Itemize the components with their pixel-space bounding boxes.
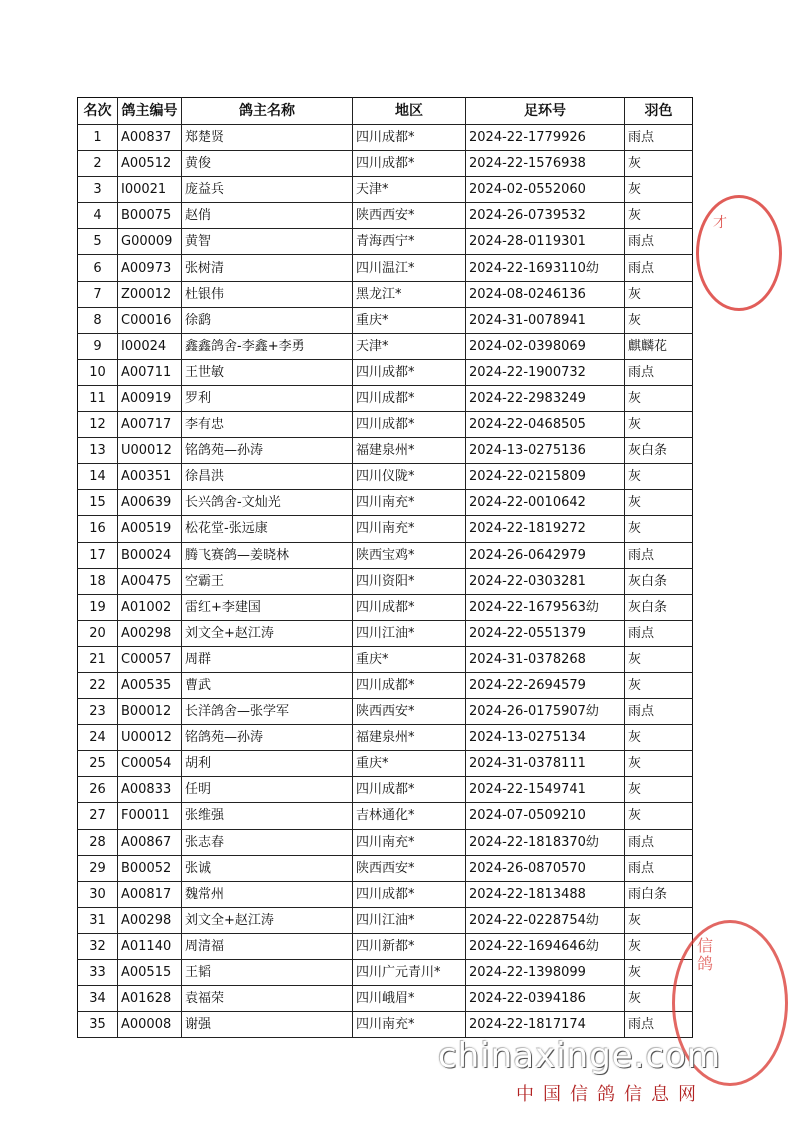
cell-owner-id: A00717: [118, 412, 182, 438]
cell-region: 四川成都*: [353, 881, 466, 907]
cell-owner-name: 庞益兵: [182, 177, 353, 203]
table-row: [78, 490, 693, 516]
cell-ring-number: 2024-02-0552060: [466, 177, 625, 203]
cell-ring-number: 2024-22-1576938: [466, 151, 625, 177]
cell-rank: 24: [78, 725, 118, 751]
header-rank: 名次: [78, 98, 118, 125]
cell-ring-number: 2024-22-1398099: [466, 960, 625, 986]
cell-owner-id: A00867: [118, 829, 182, 855]
cell-feather-color: 灰: [625, 490, 693, 516]
table-row: [78, 203, 693, 229]
cell-region: 四川成都*: [353, 151, 466, 177]
cell-owner-id: A00535: [118, 672, 182, 698]
cell-ring-number: 2024-22-0394186: [466, 986, 625, 1012]
cell-owner-id: B00052: [118, 855, 182, 881]
cell-region: 四川成都*: [353, 412, 466, 438]
cell-feather-color: 雨点: [625, 855, 693, 881]
cell-feather-color: 灰: [625, 177, 693, 203]
cell-feather-color: 灰: [625, 203, 693, 229]
table-row: [78, 412, 693, 438]
cell-region: 四川新都*: [353, 933, 466, 959]
cell-rank: 14: [78, 464, 118, 490]
cell-rank: 7: [78, 281, 118, 307]
cell-owner-id: A00298: [118, 620, 182, 646]
table-row: [78, 907, 693, 933]
cell-feather-color: 雨白条: [625, 881, 693, 907]
cell-feather-color: 灰: [625, 646, 693, 672]
cell-ring-number: 2024-31-0378268: [466, 646, 625, 672]
cell-rank: 5: [78, 229, 118, 255]
cell-feather-color: 灰: [625, 672, 693, 698]
table-row: [78, 464, 693, 490]
cell-feather-color: 灰: [625, 751, 693, 777]
cell-rank: 16: [78, 516, 118, 542]
cell-region: 吉林通化*: [353, 803, 466, 829]
cell-rank: 3: [78, 177, 118, 203]
table-row: [78, 594, 693, 620]
table-row: [78, 620, 693, 646]
cell-ring-number: 2024-13-0275134: [466, 725, 625, 751]
cell-owner-name: 谢强: [182, 1012, 353, 1038]
watermark-site-cn: 中国信鸽信息网: [516, 1084, 705, 1105]
cell-feather-color: 灰: [625, 385, 693, 411]
cell-region: 四川成都*: [353, 672, 466, 698]
cell-feather-color: 灰: [625, 986, 693, 1012]
cell-owner-name: 袁福荣: [182, 986, 353, 1012]
cell-region: 四川江油*: [353, 907, 466, 933]
cell-feather-color: 雨点: [625, 699, 693, 725]
cell-ring-number: 2024-22-1679563幼: [466, 594, 625, 620]
cell-ring-number: 2024-22-2694579: [466, 672, 625, 698]
cell-ring-number: 2024-22-1694646幼: [466, 933, 625, 959]
cell-owner-id: A00837: [118, 125, 182, 151]
cell-owner-name: 徐昌洪: [182, 464, 353, 490]
header-owner-id: 鸽主编号: [118, 98, 182, 125]
cell-region: 陕西西安*: [353, 203, 466, 229]
table-row: [78, 829, 693, 855]
cell-owner-name: 王韬: [182, 960, 353, 986]
cell-owner-name: 刘文全+赵江涛: [182, 620, 353, 646]
cell-owner-name: 王世敏: [182, 359, 353, 385]
cell-owner-id: B00012: [118, 699, 182, 725]
cell-owner-name: 鑫鑫鸽舍-李鑫+李勇: [182, 333, 353, 359]
cell-region: 重庆*: [353, 646, 466, 672]
cell-region: 四川成都*: [353, 777, 466, 803]
cell-region: 四川广元青川*: [353, 960, 466, 986]
cell-ring-number: 2024-22-1900732: [466, 359, 625, 385]
table-row: [78, 646, 693, 672]
cell-rank: 32: [78, 933, 118, 959]
cell-feather-color: 雨点: [625, 620, 693, 646]
cell-rank: 2: [78, 151, 118, 177]
cell-region: 黑龙江*: [353, 281, 466, 307]
stamp-text-top: 才: [713, 215, 727, 231]
cell-owner-name: 周群: [182, 646, 353, 672]
table-row: [78, 933, 693, 959]
cell-owner-id: U00012: [118, 725, 182, 751]
cell-ring-number: 2024-02-0398069: [466, 333, 625, 359]
cell-owner-id: A00973: [118, 255, 182, 281]
cell-owner-name: 腾飞赛鸽—姜晓林: [182, 542, 353, 568]
cell-feather-color: 灰: [625, 412, 693, 438]
cell-feather-color: 灰: [625, 907, 693, 933]
cell-ring-number: 2024-22-0215809: [466, 464, 625, 490]
cell-rank: 22: [78, 672, 118, 698]
cell-feather-color: 灰白条: [625, 438, 693, 464]
cell-owner-name: 曹武: [182, 672, 353, 698]
cell-owner-id: A00711: [118, 359, 182, 385]
cell-region: 四川温江*: [353, 255, 466, 281]
cell-ring-number: 2024-22-0228754幼: [466, 907, 625, 933]
table-row: [78, 229, 693, 255]
cell-region: 福建泉州*: [353, 438, 466, 464]
cell-region: 天津*: [353, 177, 466, 203]
cell-feather-color: 灰: [625, 960, 693, 986]
cell-owner-name: 李有忠: [182, 412, 353, 438]
cell-owner-name: 长洋鸽舍—张学军: [182, 699, 353, 725]
cell-feather-color: 灰: [625, 516, 693, 542]
table-row: [78, 855, 693, 881]
cell-ring-number: 2024-22-2983249: [466, 385, 625, 411]
cell-owner-name: 雷红+李建国: [182, 594, 353, 620]
cell-ring-number: 2024-22-1818370幼: [466, 829, 625, 855]
cell-owner-name: 张志春: [182, 829, 353, 855]
cell-owner-id: Z00012: [118, 281, 182, 307]
cell-feather-color: 雨点: [625, 542, 693, 568]
cell-region: 四川峨眉*: [353, 986, 466, 1012]
cell-rank: 10: [78, 359, 118, 385]
table-row: [78, 281, 693, 307]
cell-rank: 8: [78, 307, 118, 333]
cell-region: 福建泉州*: [353, 725, 466, 751]
table-row: [78, 986, 693, 1012]
cell-ring-number: 2024-26-0175907幼: [466, 699, 625, 725]
watermark-site: chinaxinge.com: [438, 1036, 722, 1076]
cell-rank: 11: [78, 385, 118, 411]
table-row: [78, 672, 693, 698]
cell-rank: 28: [78, 829, 118, 855]
cell-owner-id: A00008: [118, 1012, 182, 1038]
cell-feather-color: 雨点: [625, 255, 693, 281]
cell-rank: 4: [78, 203, 118, 229]
cell-ring-number: 2024-26-0870570: [466, 855, 625, 881]
cell-feather-color: 麒麟花: [625, 333, 693, 359]
cell-rank: 34: [78, 986, 118, 1012]
cell-feather-color: 雨点: [625, 829, 693, 855]
cell-feather-color: 雨点: [625, 125, 693, 151]
table-body: [78, 125, 693, 1038]
cell-rank: 20: [78, 620, 118, 646]
cell-owner-name: 徐鹞: [182, 307, 353, 333]
cell-owner-name: 黄俊: [182, 151, 353, 177]
cell-owner-id: A00351: [118, 464, 182, 490]
cell-owner-name: 胡利: [182, 751, 353, 777]
header-region: 地区: [353, 98, 466, 125]
cell-feather-color: 雨点: [625, 229, 693, 255]
cell-ring-number: 2024-13-0275136: [466, 438, 625, 464]
cell-feather-color: 灰白条: [625, 594, 693, 620]
cell-rank: 33: [78, 960, 118, 986]
cell-rank: 35: [78, 1012, 118, 1038]
cell-ring-number: 2024-22-0551379: [466, 620, 625, 646]
cell-owner-name: 周清福: [182, 933, 353, 959]
cell-owner-name: 罗利: [182, 385, 353, 411]
cell-owner-name: 赵俏: [182, 203, 353, 229]
table-row: [78, 1012, 693, 1038]
cell-owner-id: A01628: [118, 986, 182, 1012]
cell-region: 四川资阳*: [353, 568, 466, 594]
cell-owner-id: A00512: [118, 151, 182, 177]
cell-region: 四川成都*: [353, 594, 466, 620]
table-row: [78, 777, 693, 803]
cell-region: 陕西西安*: [353, 699, 466, 725]
table-row: [78, 542, 693, 568]
cell-region: 四川南充*: [353, 516, 466, 542]
cell-owner-id: A00519: [118, 516, 182, 542]
table-row: [78, 255, 693, 281]
cell-owner-id: A01140: [118, 933, 182, 959]
cell-rank: 6: [78, 255, 118, 281]
cell-region: 青海西宁*: [353, 229, 466, 255]
cell-region: 陕西宝鸡*: [353, 542, 466, 568]
cell-owner-name: 任明: [182, 777, 353, 803]
cell-rank: 15: [78, 490, 118, 516]
cell-feather-color: 灰: [625, 725, 693, 751]
cell-rank: 23: [78, 699, 118, 725]
cell-owner-id: C00057: [118, 646, 182, 672]
cell-region: 四川成都*: [353, 359, 466, 385]
cell-owner-id: I00024: [118, 333, 182, 359]
cell-feather-color: 灰: [625, 933, 693, 959]
cell-owner-name: 松花堂-张远康: [182, 516, 353, 542]
cell-owner-id: U00012: [118, 438, 182, 464]
cell-region: 重庆*: [353, 307, 466, 333]
cell-ring-number: 2024-22-0468505: [466, 412, 625, 438]
cell-owner-id: B00075: [118, 203, 182, 229]
table-row: [78, 177, 693, 203]
cell-feather-color: 灰: [625, 803, 693, 829]
cell-rank: 19: [78, 594, 118, 620]
cell-owner-id: I00021: [118, 177, 182, 203]
cell-region: 四川南充*: [353, 1012, 466, 1038]
cell-rank: 29: [78, 855, 118, 881]
cell-owner-name: 张维强: [182, 803, 353, 829]
cell-owner-name: 魏常州: [182, 881, 353, 907]
cell-owner-id: A00639: [118, 490, 182, 516]
cell-owner-name: 铭鸽苑—孙涛: [182, 725, 353, 751]
cell-owner-name: 铭鸽苑—孙涛: [182, 438, 353, 464]
cell-region: 四川江油*: [353, 620, 466, 646]
table-row: [78, 803, 693, 829]
cell-owner-id: A00919: [118, 385, 182, 411]
cell-rank: 13: [78, 438, 118, 464]
cell-ring-number: 2024-22-1549741: [466, 777, 625, 803]
cell-owner-name: 杜银伟: [182, 281, 353, 307]
cell-ring-number: 2024-31-0378111: [466, 751, 625, 777]
cell-rank: 12: [78, 412, 118, 438]
cell-region: 四川成都*: [353, 385, 466, 411]
cell-feather-color: 灰白条: [625, 568, 693, 594]
table-row: [78, 725, 693, 751]
cell-owner-id: A00833: [118, 777, 182, 803]
cell-owner-id: C00016: [118, 307, 182, 333]
table-row: [78, 960, 693, 986]
cell-region: 四川成都*: [353, 125, 466, 151]
cell-owner-name: 黄智: [182, 229, 353, 255]
cell-ring-number: 2024-31-0078941: [466, 307, 625, 333]
table-row: [78, 438, 693, 464]
header-owner-name: 鸽主名称: [182, 98, 353, 125]
table-header-row: [78, 98, 693, 125]
cell-owner-id: A00817: [118, 881, 182, 907]
table-row: [78, 516, 693, 542]
table-row: [78, 151, 693, 177]
table-row: [78, 385, 693, 411]
cell-rank: 1: [78, 125, 118, 151]
cell-owner-id: A00298: [118, 907, 182, 933]
results-table: [77, 97, 693, 1038]
cell-region: 重庆*: [353, 751, 466, 777]
cell-owner-name: 张诚: [182, 855, 353, 881]
cell-owner-name: 长兴鸽舍-文灿光: [182, 490, 353, 516]
cell-rank: 31: [78, 907, 118, 933]
cell-ring-number: 2024-22-1693110幼: [466, 255, 625, 281]
cell-owner-id: B00024: [118, 542, 182, 568]
table-row: [78, 333, 693, 359]
cell-region: 四川南充*: [353, 829, 466, 855]
cell-feather-color: 灰: [625, 281, 693, 307]
cell-rank: 27: [78, 803, 118, 829]
cell-owner-id: F00011: [118, 803, 182, 829]
cell-rank: 18: [78, 568, 118, 594]
cell-ring-number: 2024-22-1813488: [466, 881, 625, 907]
cell-ring-number: 2024-22-1817174: [466, 1012, 625, 1038]
cell-ring-number: 2024-22-1779926: [466, 125, 625, 151]
cell-region: 天津*: [353, 333, 466, 359]
table-row: [78, 307, 693, 333]
cell-ring-number: 2024-08-0246136: [466, 281, 625, 307]
cell-region: 四川仪陇*: [353, 464, 466, 490]
cell-feather-color: 灰: [625, 777, 693, 803]
cell-ring-number: 2024-22-1819272: [466, 516, 625, 542]
red-seal-stamp-top: [696, 195, 782, 311]
table-row: [78, 699, 693, 725]
cell-owner-id: A00475: [118, 568, 182, 594]
cell-rank: 21: [78, 646, 118, 672]
cell-owner-name: 空霸王: [182, 568, 353, 594]
cell-ring-number: 2024-07-0509210: [466, 803, 625, 829]
cell-ring-number: 2024-22-0303281: [466, 568, 625, 594]
table-row: [78, 568, 693, 594]
cell-ring-number: 2024-26-0642979: [466, 542, 625, 568]
cell-ring-number: 2024-22-0010642: [466, 490, 625, 516]
cell-region: 四川南充*: [353, 490, 466, 516]
table-row: [78, 881, 693, 907]
cell-feather-color: 雨点: [625, 1012, 693, 1038]
cell-feather-color: 雨点: [625, 359, 693, 385]
cell-ring-number: 2024-28-0119301: [466, 229, 625, 255]
cell-rank: 30: [78, 881, 118, 907]
header-ring-number: 足环号: [466, 98, 625, 125]
cell-owner-name: 刘文全+赵江涛: [182, 907, 353, 933]
stamp-text-bottom: 信鸽: [697, 936, 714, 973]
cell-owner-id: A00515: [118, 960, 182, 986]
table-row: [78, 125, 693, 151]
cell-rank: 9: [78, 333, 118, 359]
table-row: [78, 751, 693, 777]
header-feather-color: 羽色: [625, 98, 693, 125]
cell-owner-id: G00009: [118, 229, 182, 255]
cell-owner-name: 郑楚贤: [182, 125, 353, 151]
cell-rank: 17: [78, 542, 118, 568]
cell-feather-color: 灰: [625, 464, 693, 490]
cell-rank: 25: [78, 751, 118, 777]
cell-owner-name: 张树清: [182, 255, 353, 281]
cell-feather-color: 灰: [625, 307, 693, 333]
table-row: [78, 359, 693, 385]
cell-owner-id: C00054: [118, 751, 182, 777]
cell-rank: 26: [78, 777, 118, 803]
cell-owner-id: A01002: [118, 594, 182, 620]
cell-ring-number: 2024-26-0739532: [466, 203, 625, 229]
cell-region: 陕西西安*: [353, 855, 466, 881]
cell-feather-color: 灰: [625, 151, 693, 177]
